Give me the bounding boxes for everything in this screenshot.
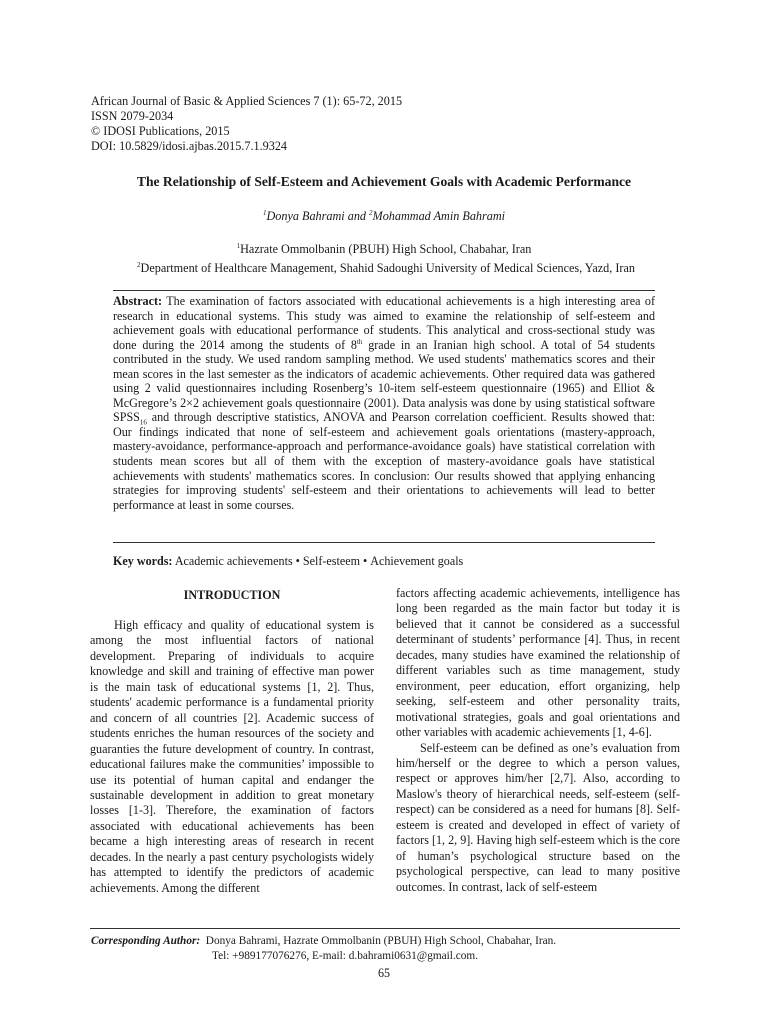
- self-esteem-paragraph: Self-esteem can be defined as one’s evaluation from him/herself or the degree to which a person values, respect or approves him/her [2,7]. Also, according to Maslow's theory of hierarchical needs, self-esteem (self-respect) can be considered as a need for humans [8]. Self-esteem is created and developed in effect of variety of factors [1, 2, 9]. Having high self-esteem which is the core of human’s psychological structure based on the psychological perspective, can lead to many positive outcomes. In contrast, lack of self-esteem: [396, 740, 680, 894]
- keyword-item: Academic achievements: [174, 554, 293, 568]
- abstract-top-rule: [113, 290, 655, 291]
- abstract-sup-th: th: [356, 337, 363, 346]
- paper-title: The Relationship of Self-Esteem and Achievement Goals with Academic Performance: [136, 174, 632, 189]
- author-line: [0, 209, 768, 224]
- affiliation-1: [0, 242, 768, 257]
- keyword-item: Achievement goals: [370, 554, 464, 568]
- keywords: [113, 554, 655, 569]
- right-column: [396, 586, 680, 895]
- abstract-text-3: and through descriptive statistics, ANOVA and Pearson correlation coefficient. Results showed that: Our findings indicated that none of self-esteem and achievement goals orientations (mastery-approach, mastery-avoidance, performance-approach and performance-avoidance goals) have statistical correlation with students mean scores but all of them with the exception of mastery-avoidance goals have statistical achievements with students' mathematics scores. In conclusion: Our results showed that applying enhancing strategies for improving students' self-esteem and their orientations to achievements will lead to better performance at least in some courses.: [113, 410, 655, 512]
- contact-line: Tel: +989177076276, E-mail: d.bahrami0631@gmail.com.: [212, 950, 479, 962]
- intro-paragraph-continued: factors affecting academic achievements, intelligence has long been regarded as the main factor but today it is believed that it cannot be considered as a successful determinant of students’ performance [4]. Thus, in recent decades, many studies have examined the relationship of different variables such as time management, study environment, peer education, effort organizing, help seeking, self-esteem and other personality traits, motivational strategies, goals and goal orientations and other variables with academic achievements [1, 4-6].: [396, 586, 680, 740]
- abstract-sub-16: 16: [139, 418, 147, 427]
- left-column: [90, 618, 374, 896]
- intro-paragraph: High efficacy and quality of educational system is among the most influential factors of national development. Preparing of individuals to acquire knowledge and skill and training of effective man power is the main task of educational systems [1, 2]. Thus, students' academic performance is a fundamental priority and concern of all countries [2]. Academic success of students enriches the human resources of the society and guaranties the future development of country. In contrast, educational failures make the communities’ impossible to use its potential of human capital and endanger the sustainable development in addition to great monetary losses [1-3]. Therefore, the examination of factors associated with educational achievements has been became a high interesting areas of research in recent decades. In the nearly a past century psychologists widely has attempted to identify the predictors of academic achievements. Among the different: [90, 618, 374, 895]
- keyword-item: Self-esteem: [302, 554, 360, 568]
- keyword-separator: •: [295, 554, 300, 568]
- keyword-separator: •: [363, 554, 368, 568]
- author2-affil-mark: 2: [369, 208, 373, 217]
- affiliation-1-mark: 1: [236, 241, 241, 250]
- abstract-text-1: The examination of factors associated with educational achievements is a high interesting area of research in educational systems. This study was aimed to examine the relationship of self-esteem and achievement goals with educational performance of students. This analytical and cross-sectional study was done during the 2014 among the students of 8: [113, 294, 655, 352]
- affiliation-1-text: Hazrate Ommolbanin (PBUH) High School, Chabahar, Iran: [240, 242, 532, 256]
- author-conjunction: and: [344, 209, 370, 223]
- issn: ISSN 2079-2034: [91, 109, 174, 123]
- abstract: [113, 294, 655, 512]
- corresponding-author-label: Corresponding Author:: [91, 935, 201, 947]
- abstract-bottom-rule: [113, 542, 655, 543]
- page-number: 65: [377, 966, 391, 980]
- introduction-heading: INTRODUCTION: [183, 588, 281, 602]
- corresponding-author-text: Donya Bahrami, Hazrate Ommolbanin (PBUH) High School, Chabahar, Iran.: [205, 935, 557, 947]
- keywords-label: Key words:: [113, 554, 173, 568]
- copyright: © IDOSI Publications, 2015: [91, 124, 230, 138]
- footer-rule: [90, 928, 680, 929]
- author1-affil-mark: 1: [262, 208, 267, 217]
- author1-name: Donya Bahrami: [266, 209, 345, 223]
- journal-citation: African Journal of Basic & Applied Sciences 7 (1): 65-72, 2015: [91, 94, 403, 108]
- doi: DOI: 10.5829/idosi.ajbas.2015.7.1.9324: [91, 139, 288, 153]
- affiliation-2-text: Department of Healthcare Management, Shahid Sadoughi University of Medical Sciences, Yazd, Iran: [140, 261, 635, 275]
- journal-header: [91, 94, 402, 154]
- affiliation-2: [116, 261, 656, 276]
- corresponding-author: [91, 934, 556, 964]
- author2-name: Mohammad Amin Bahrami: [372, 209, 506, 223]
- abstract-text-2: grade in an Iranian high school. A total of 54 students contributed in the study. We used random sampling method. We used students' mathematics scores and their mean scores in the last semester as the indicators of academic achievements. Other required data was gathered using 2 valid questionnaires including Rosenberg’s 10-item self-esteem questionnaire (1965) and Elliot & McGregore’s 2×2 achievement goals questionnaire (2001). Data analysis was done by using statistical software SPSS: [113, 337, 655, 425]
- affiliation-2-mark: 2: [137, 260, 141, 269]
- abstract-label: Abstract:: [113, 294, 163, 308]
